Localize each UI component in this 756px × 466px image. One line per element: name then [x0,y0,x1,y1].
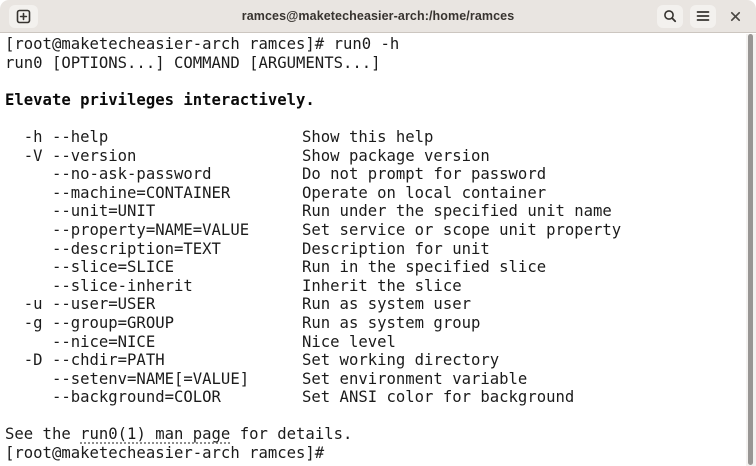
option-desc: Run as system group [302,313,481,332]
option-flags: --no-ask-password [5,165,212,184]
terminal-line-usage [5,54,756,73]
option-row-unit [5,202,756,221]
option-desc: Description for unit [302,239,490,258]
run0-man-page-link[interactable]: run0(1) man page [80,425,231,444]
option-desc: Run under the specified unit name [302,202,612,221]
command-text: [root@maketecheasier-arch ramces]# run0 -h [5,35,400,53]
option-desc: Run as system user [302,295,471,314]
header-right-controls [657,5,747,28]
option-flags: --description=TEXT [5,239,221,258]
option-row-nice [5,333,756,352]
option-row-property [5,221,756,240]
option-desc: Operate on local container [302,183,547,202]
close-icon [730,11,741,22]
terminal-line-prompt [5,444,756,463]
option-flags: -D --chdir=PATH [5,351,165,370]
option-row-slice-inherit [5,277,756,296]
header-bar [0,0,756,33]
search-icon [663,9,677,23]
terminal-screen[interactable] [0,33,756,465]
option-row-setenv [5,370,756,389]
option-row-machine [5,184,756,203]
option-desc: Show package version [302,146,490,165]
close-button[interactable] [723,5,747,28]
option-row-help [5,128,756,147]
option-row-group [5,314,756,333]
option-row-background [5,388,756,407]
hamburger-menu-icon [696,10,710,22]
option-desc: Run in the specified slice [302,258,547,277]
option-flags: -u --user=USER [5,295,156,314]
option-flags: -V --version [5,146,137,165]
option-flags: --property=NAME=VALUE [5,220,250,239]
option-row-description [5,240,756,259]
heading-text: Elevate privileges interactively. [5,90,315,109]
option-flags: --setenv=NAME[=VALUE] [5,369,250,388]
search-button[interactable] [657,5,683,28]
option-flags: --background=COLOR [5,388,221,407]
option-desc: Do not prompt for password [302,165,547,184]
option-row-version [5,147,756,166]
new-tab-icon [16,9,31,24]
option-flags: -g --group=GROUP [5,313,174,332]
option-row-user [5,295,756,314]
option-flags: --slice-inherit [5,276,193,295]
option-flags: --machine=CONTAINER [5,183,231,202]
option-desc: Set service or scope unit property [302,220,622,239]
usage-text: run0 [OPTIONS...] COMMAND [ARGUMENTS...] [5,53,381,72]
footer-suffix: for details. [230,425,353,444]
new-tab-button[interactable] [9,5,38,28]
option-desc: Show this help [302,127,434,146]
terminal-line-command [5,35,756,54]
option-row-slice [5,258,756,277]
terminal-blank-line [5,407,756,426]
window-title: ramces@maketecheasier-arch:/home/ramces [241,8,515,23]
footer-prefix: See the [5,425,81,444]
option-desc: Nice level [302,332,396,351]
menu-button[interactable] [690,5,716,28]
option-flags: --nice=NICE [5,332,156,351]
option-desc: Inherit the slice [302,276,462,295]
option-desc: Set working directory [302,351,500,370]
option-flags: --unit=UNIT [5,202,156,221]
prompt-text: [root@maketecheasier-arch ramces]# [5,444,325,463]
option-row-chdir [5,351,756,370]
option-flags: --slice=SLICE [5,258,174,277]
option-desc: Set environment variable [302,369,528,388]
terminal-line-footer [5,425,756,444]
terminal-line-heading [5,91,756,110]
header-left-controls [9,5,38,28]
scrollbar-thumb[interactable] [748,34,753,465]
scrollbar-track [746,34,756,466]
option-row-no-ask-password [5,165,756,184]
option-desc: Set ANSI color for background [302,388,575,407]
terminal-blank-line [5,72,756,91]
terminal-blank-line [5,109,756,128]
option-flags: -h --help [5,127,109,146]
